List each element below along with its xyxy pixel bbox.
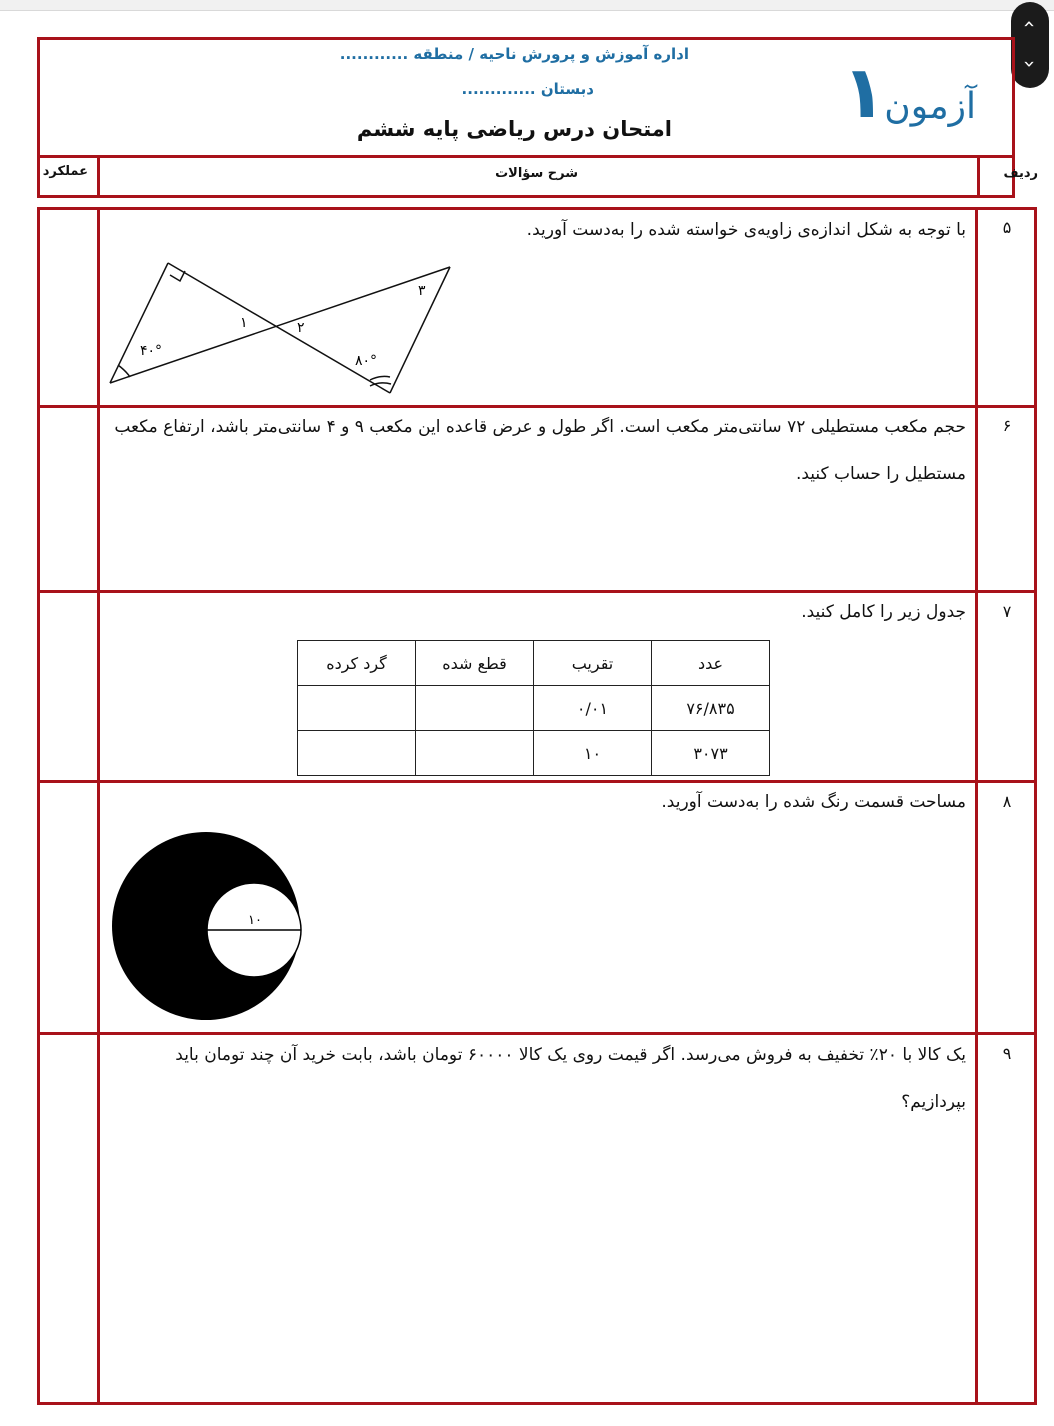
diameter-label: ۱۰ bbox=[248, 913, 262, 928]
rounding-table bbox=[297, 640, 770, 776]
triangle-edge bbox=[168, 263, 390, 393]
question-number: ۹ bbox=[1002, 1044, 1012, 1063]
table-cell: ۱۰ bbox=[534, 731, 652, 776]
question-number: ۷ bbox=[1002, 602, 1012, 621]
angle-label-b: ۸۰° bbox=[355, 353, 378, 369]
school-line: دبستان ............. bbox=[461, 80, 594, 98]
page-nav-buttons bbox=[1011, 2, 1049, 88]
chevron-down-icon[interactable]: › bbox=[1018, 60, 1042, 68]
angle-mark-3: ۳ bbox=[418, 283, 426, 299]
question-text: با توجه به شکل اندازه‌ی زاویه‌ی خواسته شده را به‌دست آورید. bbox=[526, 220, 966, 240]
question-number: ۸ bbox=[1002, 792, 1012, 811]
browser-top-bar bbox=[0, 0, 1054, 11]
angle-label-a: ۴۰° bbox=[140, 343, 163, 359]
angle-mark-2: ۲ bbox=[297, 320, 305, 336]
brand-number: ۱ bbox=[842, 50, 886, 134]
table-cell: ۳۰۷۳ bbox=[652, 731, 770, 776]
brand-word: آزمون bbox=[884, 86, 976, 127]
angle-arc bbox=[370, 376, 390, 380]
shaded-circle-figure bbox=[108, 828, 304, 1024]
question-text: یک کالا با ۲۰٪ تخفیف به فروش می‌رسد. اگر قیمت روی یک کالا ۶۰۰۰۰ تومان باشد، بابت خرید آن چند تومان باید بپردازیم؟ bbox=[175, 1045, 966, 1112]
district-line: اداره آموزش و پرورش ناحیه / منطقه ............ bbox=[339, 45, 689, 63]
table-cell: ۷۶/۸۳۵ bbox=[652, 686, 770, 731]
table-header-row bbox=[298, 641, 770, 686]
table-row bbox=[298, 731, 770, 776]
chevron-up-icon[interactable]: ‹ bbox=[1018, 20, 1042, 28]
question-text: حجم مکعب مستطیلی ۷۲ سانتی‌متر مکعب است. اگر طول و عرض قاعده این مکعب ۹ و ۴ سانتی‌متر باشد، ارتفاع مکعب مستطیل را حساب کنید. bbox=[114, 417, 966, 484]
table-cell-blank[interactable] bbox=[298, 686, 416, 731]
header-divider bbox=[37, 155, 1015, 158]
table-cell-blank[interactable] bbox=[416, 731, 534, 776]
table-cell-blank[interactable] bbox=[416, 686, 534, 731]
table-row bbox=[298, 686, 770, 731]
angle-mark-1: ۱ bbox=[240, 315, 248, 331]
col-row-header: ردیف bbox=[1003, 166, 1038, 181]
angle-arc bbox=[118, 365, 130, 377]
table-cell-blank[interactable] bbox=[298, 731, 416, 776]
exam-title: امتحان درس ریاضی پایه ششم bbox=[356, 117, 672, 141]
col-score-header: عملکرد bbox=[42, 164, 88, 179]
triangle-edge bbox=[110, 267, 450, 383]
table-header-cell: عدد bbox=[652, 641, 770, 686]
table-header-cell: گرد کرده bbox=[298, 641, 416, 686]
table-header-cell: تقریب bbox=[534, 641, 652, 686]
table-cell: ۰/۰۱ bbox=[534, 686, 652, 731]
question-number: ۶ bbox=[1002, 416, 1012, 435]
col-desc-header: شرح سؤالات bbox=[495, 166, 578, 181]
crossed-triangles-figure bbox=[100, 255, 470, 405]
question-text: جدول زیر را کامل کنید. bbox=[801, 602, 966, 622]
question-text: مساحت قسمت رنگ شده را به‌دست آورید. bbox=[661, 792, 966, 812]
question-number: ۵ bbox=[1002, 218, 1012, 237]
table-header-cell: قطع شده bbox=[416, 641, 534, 686]
